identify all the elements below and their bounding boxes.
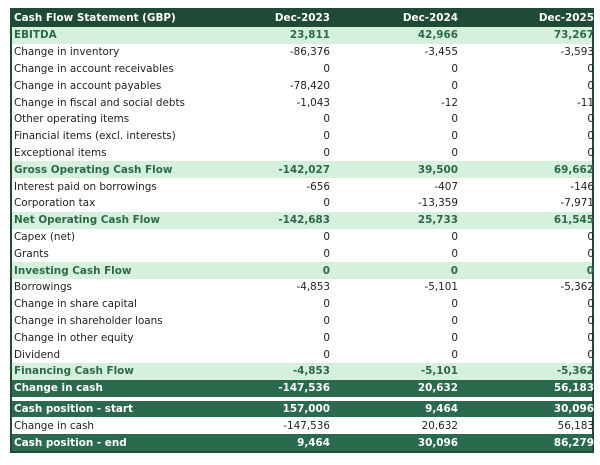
cash-position-body (12, 401, 592, 451)
row-label: Change in fiscal and social debts (14, 96, 185, 109)
cell-value: -5,362 (556, 365, 594, 378)
cell-value: 0 (587, 230, 594, 243)
cell-value: 0 (450, 264, 458, 277)
cell-value: 56,183 (557, 419, 594, 432)
cell-value: 0 (587, 247, 594, 260)
total-row (12, 401, 592, 418)
row-label: Change in shareholder loans (14, 314, 163, 327)
cell-value: -7,971 (560, 197, 594, 210)
cell-value: -147,536 (278, 382, 330, 395)
cell-value: -11 (577, 96, 594, 109)
row-label: EBITDA (14, 29, 57, 42)
row-label: Financial items (excl. interests) (14, 130, 176, 143)
cell-value: -86,376 (289, 46, 330, 59)
table-header (12, 8, 592, 27)
cell-value: 0 (586, 264, 594, 277)
row-label: Interest paid on borrowings (14, 180, 157, 193)
row-label: Grants (14, 247, 49, 260)
table-row (12, 145, 592, 162)
cell-value: 9,464 (297, 436, 330, 449)
table-body (12, 27, 592, 397)
cell-value: -147,536 (283, 419, 330, 432)
row-label: Change in cash (14, 382, 103, 395)
cell-value: 0 (451, 130, 458, 143)
subtotal-row (12, 212, 592, 229)
cell-value: -3,593 (560, 46, 594, 59)
cell-value: -4,853 (296, 281, 330, 294)
subtotal-row (12, 262, 592, 279)
row-label: Net Operating Cash Flow (14, 214, 160, 227)
cell-value: 20,632 (421, 419, 458, 432)
cell-value: 9,464 (425, 402, 458, 415)
table-row (12, 128, 592, 145)
column-header: Dec-2023 (274, 11, 330, 24)
table-row (12, 245, 592, 262)
table-row (12, 44, 592, 61)
table-row (12, 111, 592, 128)
cell-value: -656 (306, 180, 330, 193)
cell-value: -146 (570, 180, 594, 193)
row-label: Gross Operating Cash Flow (14, 163, 173, 176)
cell-value: -5,101 (420, 365, 458, 378)
cell-value: 0 (451, 79, 458, 92)
table-row (12, 329, 592, 346)
row-label: Change in share capital (14, 298, 137, 311)
table-row (12, 178, 592, 195)
cell-value: 0 (587, 348, 594, 361)
cell-value: 0 (451, 331, 458, 344)
cell-value: 0 (323, 247, 330, 260)
cash-flow-table (10, 8, 594, 453)
cell-value: 0 (323, 298, 330, 311)
cell-value: 69,662 (553, 163, 594, 176)
cell-value: 0 (451, 298, 458, 311)
row-label: Cash position - end (14, 436, 127, 449)
cell-value: 0 (323, 197, 330, 210)
row-label: Change in cash (14, 419, 94, 432)
table-row (12, 77, 592, 94)
table-row (12, 229, 592, 246)
table-row (12, 417, 592, 434)
cell-value: 0 (323, 230, 330, 243)
cell-value: -5,101 (424, 281, 458, 294)
column-header: Dec-2025 (538, 11, 594, 24)
cell-value: 0 (451, 62, 458, 75)
cell-value: -407 (434, 180, 458, 193)
row-label: Borrowings (14, 281, 72, 294)
cell-value: 61,545 (553, 214, 594, 227)
cell-value: -142,683 (278, 214, 330, 227)
cell-value: -13,359 (417, 197, 458, 210)
total-row (12, 380, 592, 397)
table-row (12, 346, 592, 363)
row-label: Capex (net) (14, 230, 76, 243)
cell-value: 0 (323, 62, 330, 75)
cell-value: 0 (451, 314, 458, 327)
table-row (12, 195, 592, 212)
row-label: Change in account payables (14, 79, 162, 92)
row-label: Change in account receivables (14, 62, 174, 75)
row-label: Cash position - start (14, 402, 134, 415)
row-label: Change in inventory (14, 46, 120, 59)
cell-value: 73,267 (553, 29, 594, 42)
cell-value: -1,043 (296, 96, 330, 109)
cell-value: 0 (587, 79, 594, 92)
cell-value: 0 (451, 230, 458, 243)
table-row (12, 296, 592, 313)
row-label: Financing Cash Flow (14, 365, 134, 378)
cell-value: 0 (323, 130, 330, 143)
cell-value: 86,279 (553, 436, 594, 449)
column-header: Dec-2024 (402, 11, 458, 24)
subtotal-row (12, 363, 592, 380)
cell-value: 23,811 (289, 29, 330, 42)
cell-value: -142,027 (278, 163, 330, 176)
cell-value: 30,096 (417, 436, 458, 449)
cell-value: 0 (587, 331, 594, 344)
cell-value: 157,000 (282, 402, 330, 415)
cell-value: 0 (323, 348, 330, 361)
row-label: Change in other equity (14, 331, 134, 344)
row-label: Exceptional items (14, 146, 107, 159)
table-row (12, 279, 592, 296)
cell-value: 42,966 (417, 29, 458, 42)
cell-value: -78,420 (289, 79, 330, 92)
cell-value: -12 (441, 96, 458, 109)
cell-value: -4,853 (292, 365, 330, 378)
row-label: Investing Cash Flow (14, 264, 132, 277)
cell-value: 0 (451, 247, 458, 260)
cell-value: 0 (451, 348, 458, 361)
cell-value: 39,500 (417, 163, 458, 176)
total-row (12, 434, 592, 451)
row-label: Dividend (14, 348, 61, 361)
subtotal-row (12, 27, 592, 44)
cell-value: 30,096 (553, 402, 594, 415)
cell-value: 0 (323, 331, 330, 344)
cell-value: 0 (587, 62, 594, 75)
cell-value: -3,455 (424, 46, 458, 59)
row-label: Corporation tax (14, 197, 96, 210)
cell-value: 0 (323, 314, 330, 327)
cell-value: 0 (451, 146, 458, 159)
cell-value: 0 (587, 314, 594, 327)
cell-value: 0 (587, 146, 594, 159)
cell-value: 0 (322, 264, 330, 277)
table-row (12, 313, 592, 330)
cell-value: 25,733 (417, 214, 458, 227)
cell-value: 0 (587, 130, 594, 143)
cell-value: 0 (451, 113, 458, 126)
table-title: Cash Flow Statement (GBP) (14, 11, 176, 24)
subtotal-row (12, 161, 592, 178)
cell-value: 20,632 (417, 382, 458, 395)
cell-value: 0 (587, 113, 594, 126)
table-row (12, 94, 592, 111)
row-label: Other operating items (14, 113, 130, 126)
table-row (12, 61, 592, 78)
cell-value: 0 (587, 298, 594, 311)
cell-value: 56,183 (553, 382, 594, 395)
cell-value: -5,362 (560, 281, 594, 294)
cell-value: 0 (323, 113, 330, 126)
cell-value: 0 (323, 146, 330, 159)
